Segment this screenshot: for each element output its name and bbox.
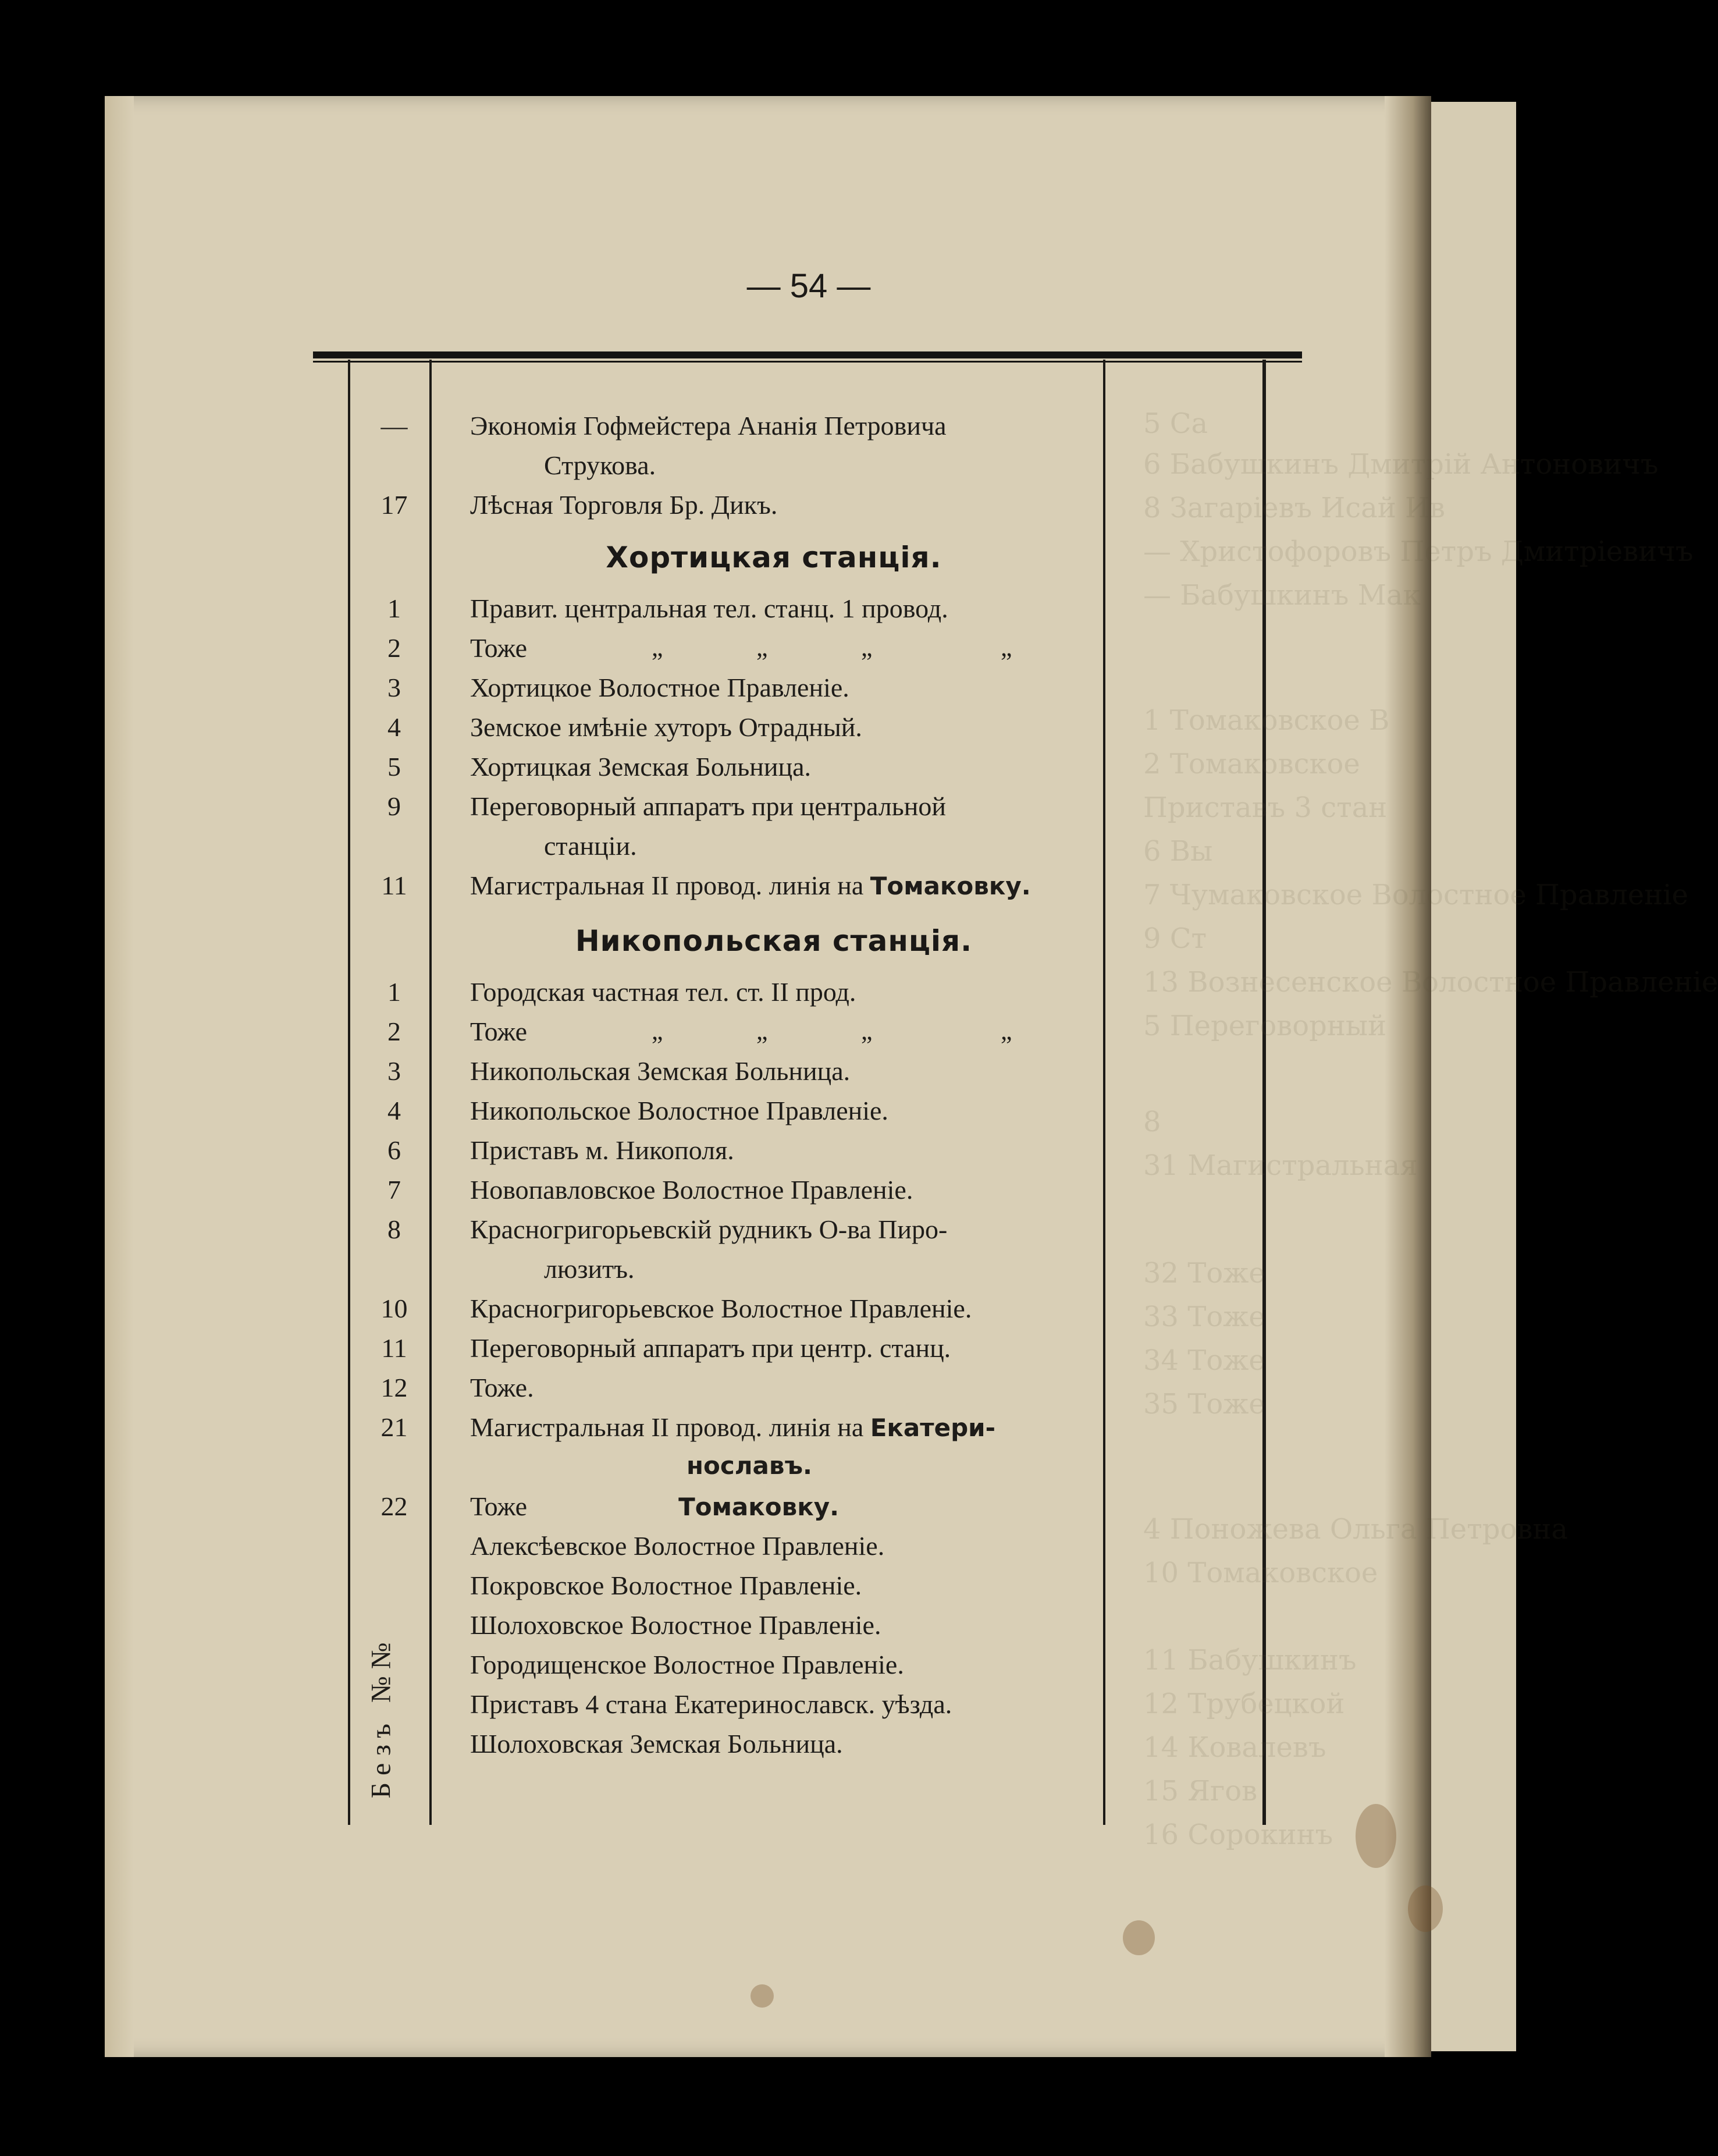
row-text-continuation: Струкова. (544, 450, 656, 480)
row-text: Тоже (470, 1017, 528, 1046)
bleed-through-text: — Христофоровъ Петръ Дмитріевичъ (1143, 535, 1694, 568)
ditto-mark: „ (652, 633, 663, 662)
row-text-bold: Екатери- (870, 1413, 996, 1442)
bleed-through-text: 13 Вознесенское Волостное Правленіе (1143, 966, 1718, 999)
row-text: Никопольская Земская Больница. (470, 1056, 851, 1086)
row-text: Новопавловское Волостное Правленіе. (470, 1175, 913, 1205)
section-heading: Никопольская станція. (575, 924, 973, 958)
row-number: 12 (380, 1373, 408, 1402)
row-text: Магистральная II провод. линія на Екатери- (470, 1412, 996, 1442)
row-number: 7 (387, 1175, 401, 1205)
bleed-through-text: 15 Ягов (1143, 1775, 1258, 1807)
bleed-through-text: 5 Са (1143, 407, 1208, 440)
ditto-mark: „ (652, 1017, 663, 1045)
row-text: Переговорный аппаратъ при центральной (470, 791, 946, 821)
row-text: Переговорный аппаратъ при центр. станц. (470, 1333, 951, 1363)
bleed-through-text: 35 Тоже (1143, 1388, 1265, 1420)
table-row (0, 410, 1516, 449)
row-number: 11 (381, 871, 407, 900)
bleed-through-text: 7 Чумаковское Волостное Правленіе (1143, 879, 1688, 911)
stain (750, 1984, 774, 2008)
table-row (0, 1095, 1516, 1134)
row-text: Городищенское Волостное Правленіе. (470, 1650, 904, 1679)
page-number: — 54 — (746, 267, 871, 305)
table-row (0, 633, 1516, 671)
row-number: 22 (380, 1491, 408, 1521)
bleed-through-text: 12 Трубецкой (1143, 1688, 1345, 1720)
stain (1356, 1804, 1396, 1868)
bleed-through-text: 10 Томаковское (1143, 1557, 1378, 1589)
row-text-bold-continuation: нославъ. (687, 1451, 812, 1480)
ditto-mark: „ (756, 1017, 768, 1045)
table-row (0, 1333, 1516, 1371)
row-text: Хортицкое Волостное Правленіе. (470, 673, 849, 702)
row-number: 3 (387, 1056, 401, 1086)
row-text-continuation: люзитъ. (544, 1254, 635, 1284)
row-text: Тоже Томаковку. (470, 1491, 840, 1521)
bleed-through-text: 33 Тоже (1143, 1301, 1265, 1333)
row-number: 11 (381, 1333, 407, 1363)
row-text: Красногригорьевскій рудникъ О-ва Пиро- (470, 1214, 948, 1244)
row-text: Никопольское Волостное Правленіе. (470, 1096, 888, 1125)
row-text: Тоже. (470, 1373, 534, 1402)
section-heading: Хортицкая станція. (606, 541, 942, 574)
row-number: 17 (380, 490, 408, 520)
bleed-through-text: 1 Томаковское В (1143, 704, 1390, 737)
bleed-through-text: 8 Загаріевъ Исай Ив (1143, 492, 1445, 524)
table-row (0, 1056, 1516, 1094)
row-number: 1 (387, 594, 401, 623)
bleed-through-text: 14 Ковалевъ (1143, 1731, 1326, 1764)
bleed-through-text: Приставъ 3 стан (1143, 791, 1388, 824)
bleed-through-text: 32 Тоже (1143, 1257, 1265, 1290)
row-number: 6 (387, 1135, 401, 1165)
table-row-continuation (0, 1451, 1516, 1490)
row-text-bold: Томаковку. (870, 872, 1031, 900)
bleed-through-text: 5 Переговорный (1143, 1010, 1387, 1042)
bleed-through-text: 31 Магистральная (1143, 1149, 1418, 1182)
row-number: 9 (387, 791, 401, 821)
bleed-through-text: 9 Ст (1143, 922, 1207, 955)
row-text: Алексѣевское Волостное Правленіе. (470, 1531, 885, 1561)
row-text: Шолоховское Волостное Правленіе. (470, 1610, 881, 1640)
ditto-mark: „ (1001, 1017, 1012, 1045)
side-label: Безъ №№ (365, 1635, 397, 1799)
row-text: Шолоховская Земская Больница. (470, 1729, 843, 1759)
ditto-mark: „ (861, 633, 873, 662)
table-row (0, 1372, 1516, 1411)
row-text: Правит. центральная тел. станц. 1 провод. (470, 594, 948, 623)
bleed-through-text: 16 Сорокинъ (1143, 1818, 1333, 1851)
bleed-through-text: 4 Поножева Ольга Петровна (1143, 1513, 1568, 1546)
row-text: Городская частная тел. ст. II прод. (470, 977, 856, 1007)
table-row-continuation (0, 830, 1516, 869)
row-text-bold: Томаковку. (678, 1493, 840, 1521)
table-row (0, 1293, 1516, 1331)
ditto-mark: „ (1001, 633, 1012, 662)
table-row (0, 1412, 1516, 1450)
row-text-continuation: станціи. (544, 831, 637, 861)
table-row-continuation (0, 1253, 1516, 1292)
row-number: 5 (387, 752, 401, 782)
row-number: 21 (380, 1412, 408, 1442)
row-number: — (380, 411, 408, 441)
ditto-mark: „ (756, 633, 768, 662)
row-number: 2 (387, 633, 401, 663)
row-number: 4 (387, 1096, 401, 1125)
stain (1123, 1920, 1155, 1955)
row-text: Приставъ 4 стана Екатеринославск. уѣзда. (470, 1689, 952, 1719)
stain (1408, 1885, 1443, 1932)
row-number: 8 (387, 1214, 401, 1244)
row-number: 4 (387, 712, 401, 742)
row-number: 2 (387, 1017, 401, 1046)
table-row (0, 1610, 1516, 1648)
row-text: Лѣсная Торговля Бр. Дикъ. (470, 490, 778, 520)
bleed-through-text: 2 Томаковское (1143, 748, 1360, 780)
row-text: Хортицкая Земская Больница. (470, 752, 812, 782)
row-text: Экономія Гофмейстера Ананія Петровича (470, 411, 947, 441)
row-number: 3 (387, 673, 401, 702)
row-number: 10 (380, 1294, 408, 1323)
row-text: Красногригорьевское Волостное Правленіе. (470, 1294, 972, 1323)
row-number: 1 (387, 977, 401, 1007)
bleed-through-text: 6 Вы (1143, 835, 1213, 868)
table-row (0, 1214, 1516, 1252)
top-rule (313, 351, 1302, 358)
bleed-through-text: 6 Бабушкинъ Дмитрій Антоновичъ (1143, 448, 1659, 481)
row-text: Тоже (470, 633, 528, 663)
row-text: Приставъ м. Никополя. (470, 1135, 734, 1165)
bleed-through-text: — Бабушкинъ Мак (1143, 579, 1421, 612)
bleed-through-text: 11 Бабушкинъ (1143, 1644, 1357, 1677)
row-text: Магистральная II провод. линія на Томаковку. (470, 871, 1031, 900)
row-text: Покровское Волостное Правленіе. (470, 1571, 862, 1600)
side-label-container (352, 1606, 410, 1827)
bleed-through-text: 34 Тоже (1143, 1344, 1265, 1377)
row-text: Земское имѣніе хуторъ Отрадный. (470, 712, 862, 742)
ditto-mark: „ (861, 1017, 873, 1045)
top-rule-thin (313, 361, 1302, 363)
bleed-through-text: 8 (1143, 1106, 1161, 1138)
